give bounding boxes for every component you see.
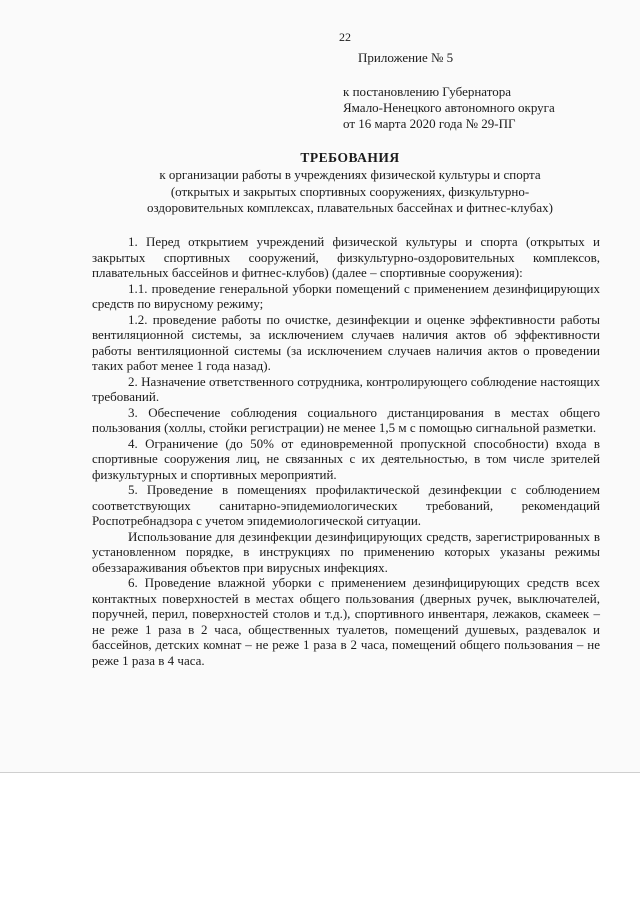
subtitle-line: (открытых и закрытых спортивных сооружениях, физкультурно- (170, 183, 530, 199)
document-subtitle (0, 167, 640, 217)
paragraph-6: 6. Проведение влажной уборки с применением дезинфицирующих средств всех контактных поверхностей в местах общего пользования (дверных ручек, выключателей, поручней, перил, поверхностей столов и т.д.), спортивного инвентаря, лежаков, скамеек – не реже 1 раза в 2 часа, общественных туалетов, помещений душевых, раздевалок и бассейнов, детских комнат – не реже 1 раза в 2 часа, помещений общего пользования – не реже 1 раза в 4 часа. (92, 575, 600, 668)
paragraph-2: 2. Назначение ответственного сотрудника, контролирующего соблюдение настоящих требований. (92, 373, 600, 404)
paragraph-1-1: 1.1. проведение генеральной уборки помещений с применением дезинфицирующих средств по вирусному режиму; (92, 280, 600, 311)
subtitle-line: оздоровительных комплексах, плавательных бассейнах и фитнес-клубах) (147, 200, 553, 215)
document-title: ТРЕБОВАНИЯ (300, 150, 400, 165)
decree-line: Ямало-Ненецкого автономного округа (343, 100, 555, 115)
subtitle-line: к организации работы в учреждениях физической культуры и спорта (159, 167, 541, 182)
paragraph-1: 1. Перед открытием учреждений физической культуры и спорта (открытых и закрытых спортивных сооружений, физкультурно-оздоровительных комплексов, плавательных бассейнов и фитнес-клубов) (далее – спортивные сооружения): (92, 234, 600, 280)
paragraph-4: 4. Ограничение (до 50% от единовременной пропускной способности) входа в спортивные сооружения лиц, не связанных с их деятельностью, в том числе зрителей физкультурных и спортивных мероприятий. (92, 435, 600, 482)
paragraph-5: 5. Проведение в помещениях профилактической дезинфекции с соблюдением соответствующих санитарно-эпидемиологических требований, рекомендаций Роспотребнадзора с учетом эпидемиологической ситуации. (92, 482, 600, 528)
decree-line: к постановлению Губернатора (343, 84, 512, 99)
paragraph-5-usage: Использование для дезинфекции дезинфицирующих средств, зарегистрированных в установленном порядке, в инструкциях по применению которых указаны режимы обеззараживания объектов при вирусных инфекциях. (92, 528, 600, 575)
decree-reference (343, 84, 555, 132)
page-number: 22 (339, 30, 351, 44)
paragraph-3: 3. Обеспечение соблюдения социального дистанцирования в местах общего пользования (холлы, стойки регистрации) не менее 1,5 м с помощью сигнальной разметки. (92, 404, 600, 435)
decree-line: от 16 марта 2020 года № 29-ПГ (343, 116, 516, 131)
paragraph-1-2: 1.2. проведение работы по очистке, дезинфекции и оценке эффективности работы вентиляционной системы, за исключением случаев наличия актов об эффективности работы вентиляционной системы (за исключением случаев наличия актов о проведении таких работ менее 1 года назад). (92, 311, 600, 373)
blank-area (0, 773, 640, 905)
appendix-label: Приложение № 5 (358, 50, 454, 65)
document-body (92, 234, 600, 668)
